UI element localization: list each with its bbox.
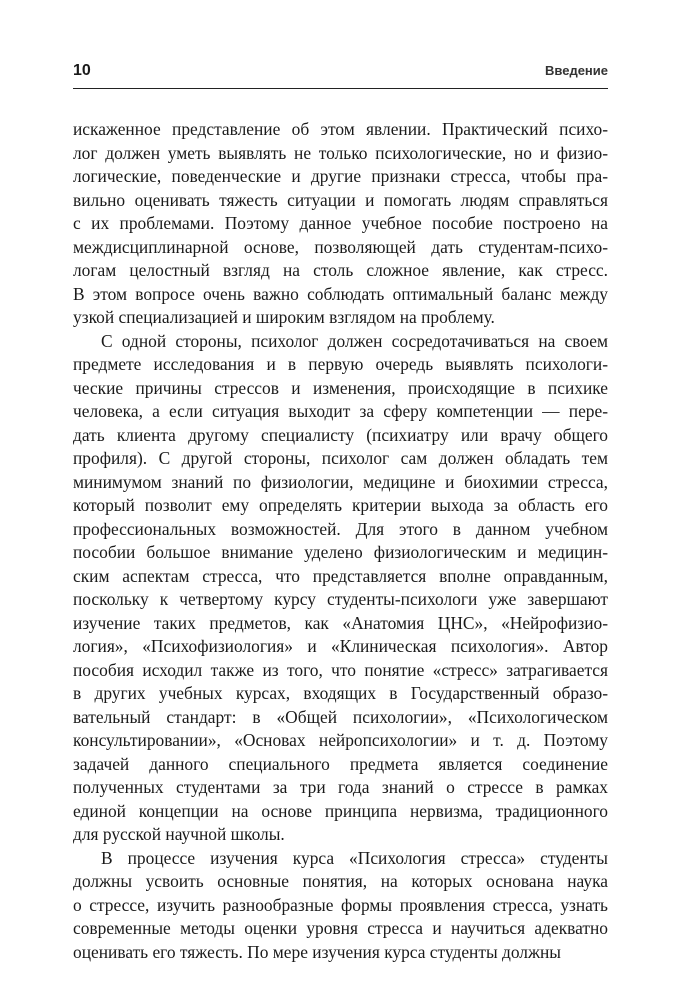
text-line: о стрессе, изучить разнообразные формы проявления стресса, узнать [73,894,608,915]
body-text [73,118,608,964]
text-line: единой концепции на основе принципа нервизма, традиционного [73,800,608,821]
text-line: в других учебных курсах, входящих в Государственный образо- [73,683,608,703]
text-line: В процессе изучения курса «Психология стресса» студенты [101,847,608,868]
text-line: задачей данного специального предмета является соединение [73,753,608,774]
text-line: консультировании», «Основах нейропсихологии» и т. д. Поэтому [73,730,608,750]
text-line: В этом вопросе очень важно соблюдать оптимальный баланс между [73,283,608,304]
paragraph [73,847,608,965]
text-line: междисциплинарной основе, позволяющей дать студентам-психо- [73,236,608,257]
text-line: полученных студентами за три года знаний о стрессе в рамках [73,777,608,797]
text-line: ским аспектам стресса, что представляется вполне оправданным, [73,565,608,586]
text-line: человека, а если ситуация выходит за сферу компетенции — пере- [73,401,608,421]
text-line: С одной стороны, психолог должен сосредотачиваться на своем [101,330,608,351]
text-line: профиля). С другой стороны, психолог сам должен обладать тем [73,448,608,468]
text-line: дать клиента другому специалисту (психиатру или врачу общего [73,424,608,445]
text-line: искаженное представление об этом явлении. Практический психо- [73,119,608,139]
text-line: лог должен уметь выявлять не только психологические, но и физио- [73,142,608,163]
page-header [73,60,608,86]
text-line: современные методы оценки уровня стресса и научиться адекватно [73,918,608,938]
text-line: который позволит ему определять критерии выхода за область его [73,495,608,515]
text-line: вильно оценивать тяжесть ситуации и помогать людям справляться [73,189,608,210]
text-line: логия», «Психофизиология» и «Клиническая психология». Автор [73,636,608,656]
text-line: поскольку к четвертому курсу студенты-психологи уже завершают [73,589,608,609]
header-rule [73,88,608,89]
text-line: узкой специализацией и широким взглядом на проблему. [73,307,495,327]
text-line: ческие причины стрессов и изменения, происходящие в психике [73,377,608,398]
text-line: логам целостный взгляд на столь сложное явление, как стресс. [73,260,608,280]
running-title: Введение [545,63,608,78]
page-number: 10 [73,62,91,79]
text-line: логические, поведенческие и другие признаки стресса, чтобы пра- [73,166,608,186]
text-line: пособии большое внимание уделено физиологическим и медицин- [73,542,608,562]
text-line: вательный стандарт: в «Общей психологии», «Психологическом [73,706,608,727]
paragraph [73,330,608,847]
text-line: оценивать его тяжесть. По мере изучения курса студенты должны [73,941,561,962]
text-line: минимумом знаний по физиологии, медицине и биохимии стресса, [73,471,608,492]
text-line: с их проблемами. Поэтому данное учебное пособие построено на [73,213,608,233]
text-line: изучение таких предметов, как «Анатомия ЦНС», «Нейрофизио- [73,612,608,633]
text-line: должны усвоить основные понятия, на которых основана наука [73,871,608,891]
text-line: пособия исходил также из того, что понятие «стресс» затрагивается [73,659,608,680]
paragraph [73,118,608,330]
text-line: для русской научной школы. [73,824,285,844]
text-line: предмете исследования и в первую очередь выявлять психологи- [73,354,608,374]
text-line: профессиональных возможностей. Для этого в данном учебном [73,518,608,539]
